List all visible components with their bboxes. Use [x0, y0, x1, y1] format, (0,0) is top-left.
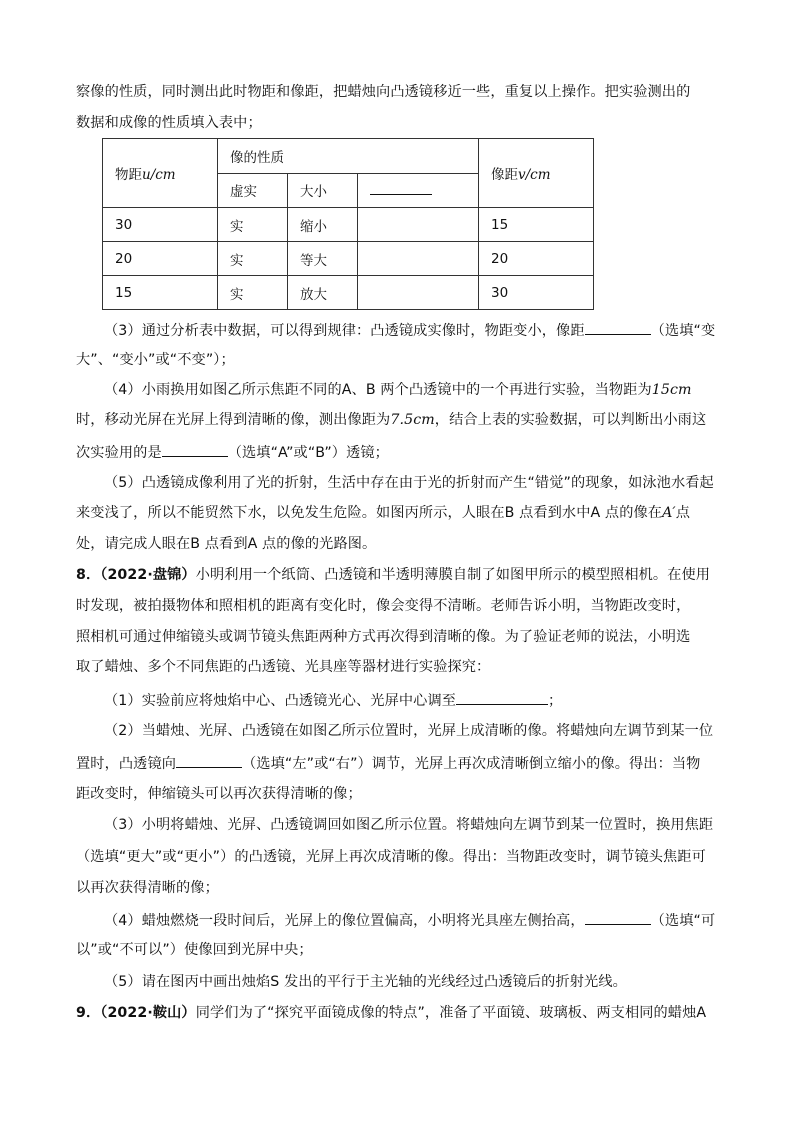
fill-blank[interactable]	[585, 909, 651, 925]
cell-real: 实	[218, 242, 288, 276]
question-line: 时，移动光屏在光屏上得到清晰的像，测出像距为7.5cm，结合上表的实验数据，可以判断出小雨这	[76, 412, 707, 428]
cell-size: 等大	[288, 242, 358, 276]
subheader-real-virtual: 虚实	[218, 173, 288, 208]
question-line: （3）通过分析表中数据，可以得到规律：凸透镜成实像时，物距变小，像距 （选填“变	[104, 319, 726, 341]
text-line: 数据和成像的性质填入表中；	[76, 115, 262, 131]
cell-u: 15	[103, 276, 218, 310]
cell-v: 30	[479, 276, 594, 310]
problem-line: 9．（2022·鞍山）同学们为了“探究平面镜成像的特点”，准备了平面镜、玻璃板、两支相同的蜡烛A	[76, 1005, 707, 1021]
cell-real: 实	[218, 208, 288, 242]
cell-size: 放大	[288, 276, 358, 310]
table-row	[103, 242, 594, 276]
fill-blank[interactable]	[585, 319, 651, 335]
question-line: （1）实验前应将烛焰中心、凸透镜光心、光屏中心调至 ；	[104, 689, 726, 711]
question-line: （3）小明将蜡烛、光屏、凸透镜调回如图乙所示位置。将蜡烛向左调节到某一位置时，换用焦距	[104, 817, 714, 833]
cell-u: 20	[103, 242, 218, 276]
header-image-nature: 像的性质	[218, 139, 479, 174]
text-line: 察像的性质，同时测出此时物距和像距，把蜡烛向凸透镜移近一些，重复以上操作。把实验测出的	[76, 84, 691, 100]
question-line: 次实验用的是 （选填“A”或“B”）透镜；	[76, 441, 726, 463]
table-row	[103, 208, 594, 242]
cell-v: 15	[479, 208, 594, 242]
cell-v: 20	[479, 242, 594, 276]
question-line: （选填“更大”或“更小”）的凸透镜，光屏上再次成清晰的像。得出：当物距改变时，调节镜头焦距可	[76, 849, 706, 865]
subheader-size: 大小	[288, 173, 358, 208]
cell-empty	[358, 208, 479, 242]
question-line: 以再次获得清晰的像；	[76, 880, 219, 896]
fill-blank[interactable]	[456, 689, 548, 705]
cell-size: 缩小	[288, 208, 358, 242]
header-object-distance: 物距u/cm	[103, 139, 218, 208]
cell-u: 30	[103, 208, 218, 242]
question-line: 以”或“不可以”）使像回到光屏中央；	[76, 942, 313, 958]
data-table	[102, 138, 594, 310]
question-line: （4）小雨换用如图乙所示焦距不同的A、B 两个凸透镜中的一个再进行实验，当物距为15cm	[104, 382, 692, 398]
question-line: （5）凸透镜成像利用了光的折射，生活中存在由于光的折射而产生“错觉”的现象，如泳池水看起	[104, 475, 714, 491]
question-line: （4）蜡烛燃烧一段时间后，光屏上的像位置偏高，小明将光具座左侧抬高， （选填“可	[104, 909, 726, 931]
problem-line: 取了蜡烛、多个不同焦距的凸透镜、光具座等器材进行实验探究：	[76, 659, 491, 675]
problem-line: 8．（2022·盘锦）小明利用一个纸筒、凸透镜和半透明薄膜自制了如图甲所示的模型照相机。在使用	[76, 567, 711, 583]
cell-real: 实	[218, 276, 288, 310]
fill-blank[interactable]	[176, 752, 242, 768]
question-line: 大”、“变小”或“不变”）；	[76, 352, 235, 368]
question-line: 处，请完成人眼在B 点看到A 点的像的光路图。	[76, 536, 377, 552]
header-image-distance: 像距v/cm	[479, 139, 594, 208]
question-line: 置时，凸透镜向 （选填“左”或“右”）调节，光屏上再次成清晰倒立缩小的像。得出：当物	[76, 752, 726, 774]
table-row	[103, 276, 594, 310]
question-line: 距改变时，伸缩镜头可以再次获得清晰的像；	[76, 786, 362, 802]
question-line: （2）当蜡烛、光屏、凸透镜在如图乙所示位置时，光屏上成清晰的像。将蜡烛向左调节到某一位	[104, 723, 714, 739]
question-line: （5）请在图丙中画出烛焰S 发出的平行于主光轴的光线经过凸透镜后的折射光线。	[104, 974, 627, 990]
cell-empty	[358, 276, 479, 310]
problem-line: 照相机可通过伸缩镜头或调节镜头焦距两种方式再次得到清晰的像。为了验证老师的说法，小明选	[76, 629, 691, 645]
fill-blank[interactable]	[162, 441, 228, 457]
fill-blank[interactable]	[370, 181, 432, 195]
problem-line: 时发现，被拍摄物体和照相机的距离有变化时，像会变得不清晰。老师告诉小明，当物距改变时，	[76, 598, 691, 614]
subheader-blank[interactable]	[358, 173, 479, 208]
question-line: 来变浅了，所以不能贸然下水，以免发生危险。如图丙所示，人眼在B 点看到水中A 点的像在A′点	[76, 505, 691, 521]
cell-empty	[358, 242, 479, 276]
